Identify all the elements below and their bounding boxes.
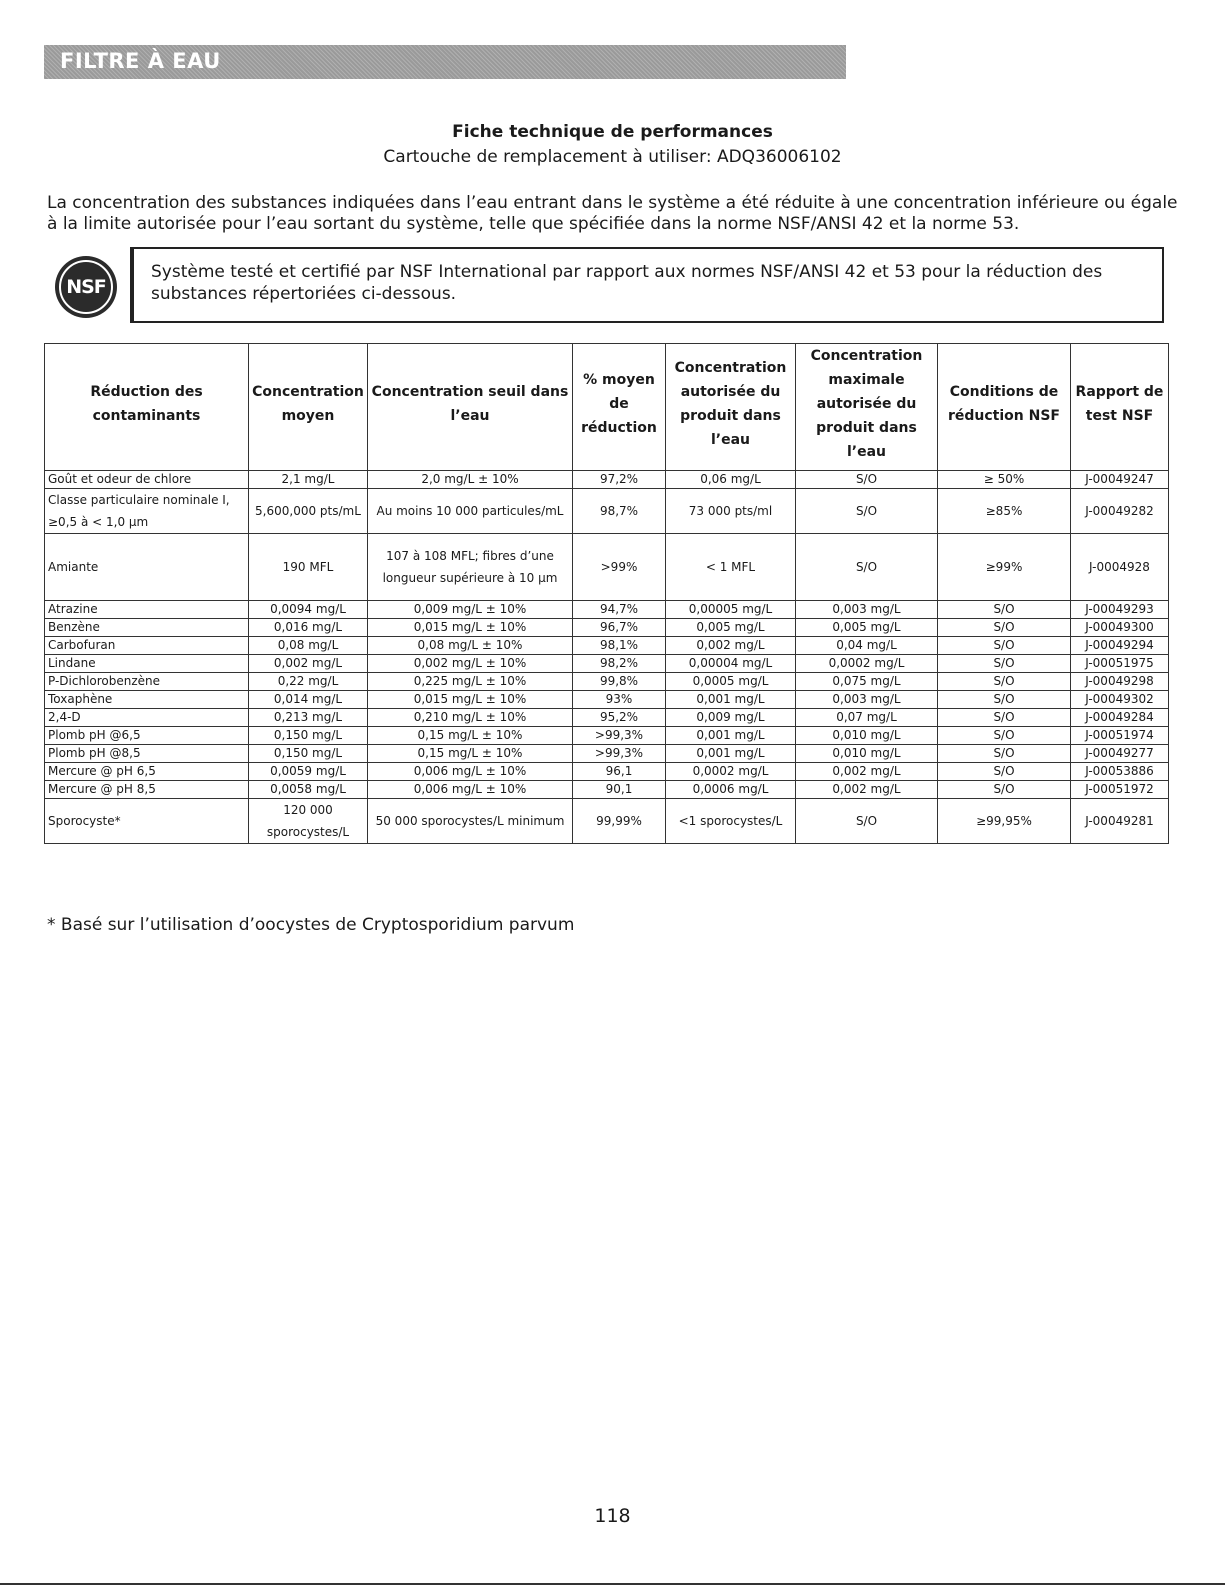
table-cell: 0,0005 mg/L (666, 673, 796, 691)
table-cell: 99,8% (573, 673, 666, 691)
table-cell: 0,06 mg/L (666, 471, 796, 489)
table-cell: 0,00005 mg/L (666, 601, 796, 619)
table-cell: 95,2% (573, 709, 666, 727)
table-cell: 5,600,000 pts/mL (249, 489, 368, 534)
table-header-row (45, 344, 1169, 471)
table-cell: J-00053886 (1071, 763, 1169, 781)
table-cell: J-00049300 (1071, 619, 1169, 637)
table-cell: 0,009 mg/L (666, 709, 796, 727)
table-cell: 0,002 mg/L (796, 763, 938, 781)
table-cell: ≥99,95% (938, 799, 1071, 844)
table-cell: S/O (938, 781, 1071, 799)
table-cell: 0,07 mg/L (796, 709, 938, 727)
table-cell: J-00051974 (1071, 727, 1169, 745)
table-cell: Mercure @ pH 8,5 (45, 781, 249, 799)
table-row (45, 709, 1169, 727)
table-row (45, 673, 1169, 691)
col-header-contaminant: Réduction des contaminants (45, 344, 249, 471)
col-header-avg-concentration: Concentration moyen (249, 344, 368, 471)
section-banner (44, 45, 846, 79)
table-cell: J-00051972 (1071, 781, 1169, 799)
table-cell: 0,002 mg/L (796, 781, 938, 799)
page-number: 118 (594, 1505, 631, 1527)
table-cell: Amiante (45, 534, 249, 601)
table-cell: 0,001 mg/L (666, 745, 796, 763)
table-row (45, 637, 1169, 655)
table-cell: S/O (938, 727, 1071, 745)
table-cell: 97,2% (573, 471, 666, 489)
table-cell: J-00049294 (1071, 637, 1169, 655)
table-cell: ≥99% (938, 534, 1071, 601)
table-cell: 0,015 mg/L ± 10% (368, 619, 573, 637)
table-cell: Goût et odeur de chlore (45, 471, 249, 489)
table-cell: 0,22 mg/L (249, 673, 368, 691)
table-cell: 0,002 mg/L ± 10% (368, 655, 573, 673)
table-cell: J-00049284 (1071, 709, 1169, 727)
section-banner-title: FILTRE À EAU (60, 49, 221, 73)
table-cell: <1 sporocystes/L (666, 799, 796, 844)
table-cell: 0,150 mg/L (249, 745, 368, 763)
sheet-title: Fiche technique de performances (452, 122, 773, 142)
table-cell: 98,7% (573, 489, 666, 534)
table-cell: 0,001 mg/L (666, 727, 796, 745)
table-cell: 0,003 mg/L (796, 691, 938, 709)
table-cell: 0,001 mg/L (666, 691, 796, 709)
table-cell: Carbofuran (45, 637, 249, 655)
table-cell: >99% (573, 534, 666, 601)
table-cell: J-00049282 (1071, 489, 1169, 534)
intro-paragraph: La concentration des substances indiquées dans l’eau entrant dans le système a été réduite à une concentration inférieure ou égale à la limite autorisée pour l’eau sortant du système, telle que spécifiée dans la norme NSF/ANSI 42 et la norme 53. (47, 193, 1178, 234)
table-cell: 98,1% (573, 637, 666, 655)
table-cell: 0,005 mg/L (666, 619, 796, 637)
col-header-report: Rapport de test NSF (1071, 344, 1169, 471)
table-cell: 98,2% (573, 655, 666, 673)
table-cell: 0,08 mg/L ± 10% (368, 637, 573, 655)
table-cell: 0,04 mg/L (796, 637, 938, 655)
table-row (45, 489, 1169, 534)
table-cell: 99,99% (573, 799, 666, 844)
table-cell: 190 MFL (249, 534, 368, 601)
footnote: * Basé sur l’utilisation d’oocystes de Cryptosporidium parvum (47, 915, 575, 935)
table-cell: 93% (573, 691, 666, 709)
table-cell: 0,0006 mg/L (666, 781, 796, 799)
table-cell: J-0004928 (1071, 534, 1169, 601)
table-cell: 0,0059 mg/L (249, 763, 368, 781)
table-cell: Sporocyste* (45, 799, 249, 844)
table-cell: 0,08 mg/L (249, 637, 368, 655)
table-cell: 0,15 mg/L ± 10% (368, 727, 573, 745)
table-cell: S/O (938, 691, 1071, 709)
table-cell: Plomb pH @6,5 (45, 727, 249, 745)
table-cell: 0,014 mg/L (249, 691, 368, 709)
table-cell: S/O (938, 745, 1071, 763)
nsf-statement: Système testé et certifié par NSF International par rapport aux normes NSF/ANSI 42 et 53 pour la réduction des substances répertoriées ci-dessous. (151, 262, 1103, 304)
table-cell: 0,006 mg/L ± 10% (368, 781, 573, 799)
table-cell: S/O (796, 489, 938, 534)
table-cell: 0,010 mg/L (796, 727, 938, 745)
table-cell: ≥ 50% (938, 471, 1071, 489)
table-cell: 0,0058 mg/L (249, 781, 368, 799)
table-cell: 0,225 mg/L ± 10% (368, 673, 573, 691)
table-cell: 107 à 108 MFL; fibres d’une longueur supérieure à 10 µm (368, 534, 573, 601)
table-cell: Benzène (45, 619, 249, 637)
table-cell: 0,210 mg/L ± 10% (368, 709, 573, 727)
nsf-certification-box (130, 247, 1164, 323)
table-row (45, 655, 1169, 673)
table-cell: 0,15 mg/L ± 10% (368, 745, 573, 763)
table-cell: Plomb pH @8,5 (45, 745, 249, 763)
col-header-product-concentration: Concentration autorisée du produit dans l’eau (666, 344, 796, 471)
table-cell: S/O (938, 763, 1071, 781)
sheet-subtitle: Cartouche de remplacement à utiliser: ADQ36006102 (383, 147, 842, 167)
table-cell: 0,0094 mg/L (249, 601, 368, 619)
table-cell: J-00049293 (1071, 601, 1169, 619)
table-cell: 2,1 mg/L (249, 471, 368, 489)
table-cell: 0,0002 mg/L (796, 655, 938, 673)
table-cell: S/O (938, 601, 1071, 619)
table-cell: Toxaphène (45, 691, 249, 709)
table-cell: 120 000 sporocystes/L (249, 799, 368, 844)
table-cell: 0,010 mg/L (796, 745, 938, 763)
col-header-avg-reduction: % moyen de réduction (573, 344, 666, 471)
table-cell: 96,1 (573, 763, 666, 781)
table-cell: S/O (938, 709, 1071, 727)
table-cell: 0,150 mg/L (249, 727, 368, 745)
table-cell: S/O (938, 637, 1071, 655)
table-cell: Mercure @ pH 6,5 (45, 763, 249, 781)
table-cell: 0,00004 mg/L (666, 655, 796, 673)
table-row (45, 799, 1169, 844)
table-cell: 73 000 pts/ml (666, 489, 796, 534)
table-cell: S/O (796, 799, 938, 844)
table-cell: Lindane (45, 655, 249, 673)
table-cell: Classe particulaire nominale I, ≥0,5 à < 1,0 µm (45, 489, 249, 534)
table-cell: P-Dichlorobenzène (45, 673, 249, 691)
table-cell: 2,0 mg/L ± 10% (368, 471, 573, 489)
table-cell: S/O (938, 619, 1071, 637)
table-cell: J-00049281 (1071, 799, 1169, 844)
table-cell: 0,016 mg/L (249, 619, 368, 637)
table-cell: S/O (938, 673, 1071, 691)
nsf-logo-text: NSF (66, 276, 106, 298)
table-cell: >99,3% (573, 745, 666, 763)
table-row (45, 763, 1169, 781)
table-cell: 0,002 mg/L (666, 637, 796, 655)
nsf-logo (55, 256, 117, 318)
table-row (45, 691, 1169, 709)
table-cell: 50 000 sporocystes/L minimum (368, 799, 573, 844)
table-cell: 0,015 mg/L ± 10% (368, 691, 573, 709)
table-cell: S/O (796, 471, 938, 489)
table-cell: J-00051975 (1071, 655, 1169, 673)
table-cell: 96,7% (573, 619, 666, 637)
col-header-threshold: Concentration seuil dans l’eau (368, 344, 573, 471)
table-cell: J-00049277 (1071, 745, 1169, 763)
table-cell: 0,002 mg/L (249, 655, 368, 673)
table-row (45, 781, 1169, 799)
table-cell: 94,7% (573, 601, 666, 619)
table-cell: Atrazine (45, 601, 249, 619)
table-cell: J-00049302 (1071, 691, 1169, 709)
table-cell: 90,1 (573, 781, 666, 799)
table-cell: < 1 MFL (666, 534, 796, 601)
table-cell: 0,006 mg/L ± 10% (368, 763, 573, 781)
performance-table (44, 343, 1169, 844)
table-cell: 0,009 mg/L ± 10% (368, 601, 573, 619)
table-cell: 0,0002 mg/L (666, 763, 796, 781)
table-cell: 0,213 mg/L (249, 709, 368, 727)
table-row (45, 727, 1169, 745)
table-row (45, 619, 1169, 637)
table-cell: >99,3% (573, 727, 666, 745)
table-cell: Au moins 10 000 particules/mL (368, 489, 573, 534)
table-cell: 0,003 mg/L (796, 601, 938, 619)
table-cell: 0,005 mg/L (796, 619, 938, 637)
table-cell: 0,075 mg/L (796, 673, 938, 691)
col-header-conditions: Conditions de réduction NSF (938, 344, 1071, 471)
table-cell: 2,4-D (45, 709, 249, 727)
table-row (45, 601, 1169, 619)
table-row (45, 471, 1169, 489)
table-cell: J-00049247 (1071, 471, 1169, 489)
table-cell: J-00049298 (1071, 673, 1169, 691)
table-cell: ≥85% (938, 489, 1071, 534)
table-row (45, 745, 1169, 763)
table-cell: S/O (796, 534, 938, 601)
col-header-max-concentration: Concentration maximale autorisée du produit dans l’eau (796, 344, 938, 471)
table-cell: S/O (938, 655, 1071, 673)
table-row (45, 534, 1169, 601)
